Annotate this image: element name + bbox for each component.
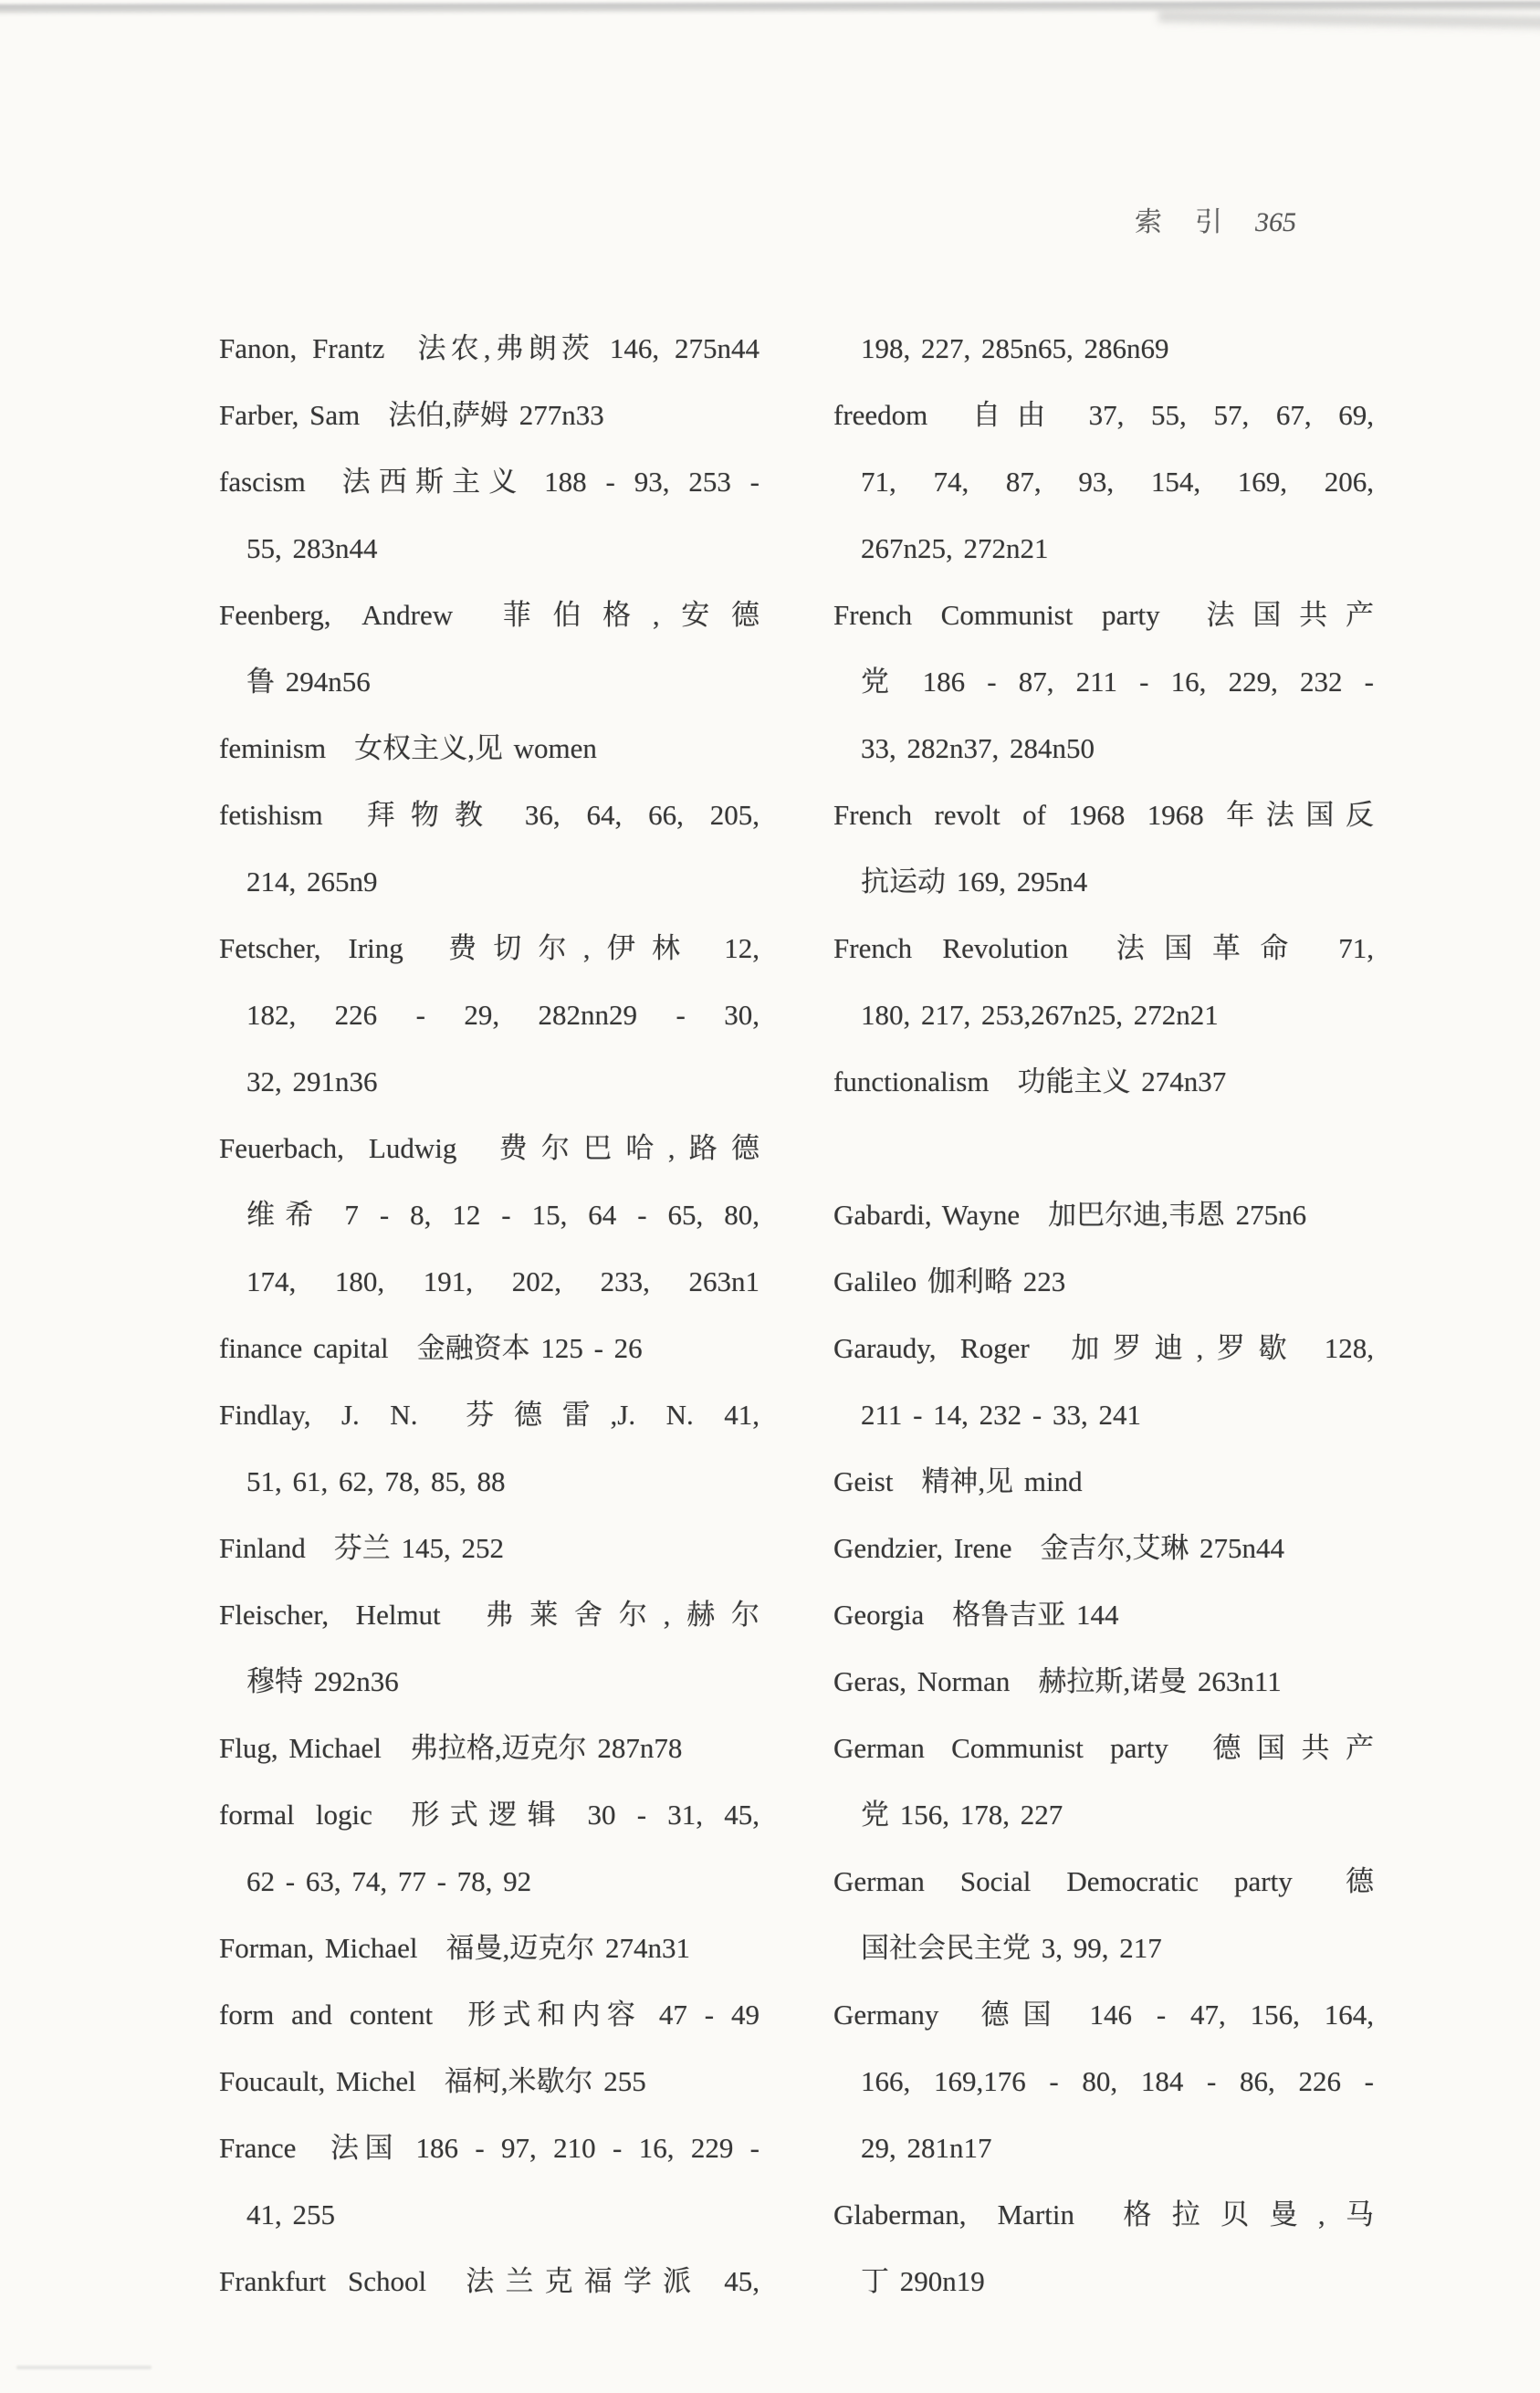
index-line: Glaberman, Martin 格拉贝曼,马 [833, 2199, 1374, 2230]
index-line: 211 - 14, 232 - 33, 241 [861, 1399, 1141, 1431]
index-line: Findlay, J. N. 芬德雷,J. N. 41, [219, 1399, 760, 1431]
index-line: 182, 226 - 29, 282nn29 - 30, [246, 999, 760, 1031]
index-line: 29, 281n17 [861, 2132, 992, 2164]
scan-edge-top [0, 1, 1540, 16]
index-line: fetishism 拜物教 36, 64, 66, 205, [219, 799, 760, 831]
index-line: 51, 61, 62, 78, 85, 88 [246, 1465, 506, 1497]
index-line: German Communist party 德国共产 [833, 1732, 1374, 1764]
index-line: 党 156, 178, 227 [861, 1799, 1063, 1831]
index-line: Feenberg, Andrew 菲伯格,安德 [219, 599, 760, 631]
index-line: Frankfurt School 法兰克福学派 45, [219, 2265, 760, 2297]
index-line: 55, 283n44 [246, 532, 378, 564]
index-line: France 法国 186 - 97, 210 - 16, 229 - [219, 2132, 760, 2164]
index-line: German Social Democratic party 德 [833, 1865, 1374, 1897]
index-line: 抗运动 169, 295n4 [861, 866, 1088, 897]
index-line: form and content 形式和内容 47 - 49 [219, 1999, 760, 2031]
index-line: Garaudy, Roger 加罗迪,罗歇 128, [833, 1332, 1374, 1364]
index-line: 穆特 292n36 [246, 1665, 399, 1697]
index-column-left [219, 315, 760, 2314]
scan-mark-bottom-left [16, 2366, 152, 2369]
index-line: French Communist party 法国共产 [833, 599, 1374, 631]
page-header [1135, 199, 1296, 239]
index-line: Fetscher, Iring 费切尔,伊林 12, [219, 932, 760, 964]
index-line: 180, 217, 253,267n25, 272n21 [861, 999, 1219, 1031]
index-line: Forman, Michael 福曼,迈克尔 274n31 [219, 1932, 691, 1964]
index-line: Feuerbach, Ludwig 费尔巴哈,路德 [219, 1132, 760, 1164]
index-line: 166, 169,176 - 80, 184 - 86, 226 - [861, 2065, 1374, 2097]
index-line: 267n25, 272n21 [861, 532, 1049, 564]
index-line: French revolt of 1968 1968 年法国反 [833, 799, 1374, 831]
index-line: 鲁 294n56 [246, 666, 371, 698]
index-line: Farber, Sam 法伯,萨姆 277n33 [219, 399, 604, 431]
index-line: freedom 自由 37, 55, 57, 67, 69, [833, 399, 1374, 431]
index-line: French Revolution 法国革命 71, [833, 932, 1374, 964]
index-line: 198, 227, 285n65, 286n69 [861, 332, 1169, 364]
index-line: 41, 255 [246, 2199, 335, 2230]
index-line: 62 - 63, 74, 77 - 78, 92 [246, 1865, 532, 1897]
section-gap [833, 1115, 1374, 1181]
index-line: Georgia 格鲁吉亚 144 [833, 1599, 1119, 1631]
index-line: 174, 180, 191, 202, 233, 263n1 [246, 1265, 760, 1297]
index-line: 32, 291n36 [246, 1065, 378, 1097]
index-line: Fanon, Frantz 法农,弗朗茨 146, 275n44 [219, 332, 760, 364]
index-line: 维希 7 - 8, 12 - 15, 64 - 65, 80, [246, 1199, 760, 1231]
index-line: 33, 282n37, 284n50 [861, 732, 1095, 764]
index-line: Flug, Michael 弗拉格,迈克尔 287n78 [219, 1732, 683, 1764]
index-line: Fleischer, Helmut 弗莱舍尔,赫尔 [219, 1599, 760, 1631]
index-line: Gabardi, Wayne 加巴尔迪,韦恩 275n6 [833, 1199, 1307, 1231]
index-line: Galileo 伽利略 223 [833, 1265, 1066, 1297]
index-line: functionalism 功能主义 274n37 [833, 1065, 1227, 1097]
index-line: Geist 精神,见 mind [833, 1465, 1083, 1497]
index-line: 国社会民主党 3, 99, 217 [861, 1932, 1162, 1964]
index-line: 214, 265n9 [246, 866, 378, 897]
index-column-right [833, 315, 1374, 2314]
index-line: Germany 德国 146 - 47, 156, 164, [833, 1999, 1374, 2031]
index-line: Finland 芬兰 145, 252 [219, 1532, 504, 1564]
index-line: 71, 74, 87, 93, 154, 169, 206, [861, 466, 1374, 498]
index-line: 丁 290n19 [861, 2265, 985, 2297]
index-line: feminism 女权主义,见 women [219, 732, 597, 764]
page-number: 365 [1255, 207, 1296, 237]
index-title: 索引 [1135, 207, 1255, 237]
index-line: 党 186 - 87, 211 - 16, 229, 232 - [861, 666, 1374, 698]
index-line: Gendzier, Irene 金吉尔,艾琳 275n44 [833, 1532, 1285, 1564]
index-line: fascism 法西斯主义 188 - 93, 253 - [219, 466, 760, 498]
index-line: Foucault, Michel 福柯,米歇尔 255 [219, 2065, 646, 2097]
index-line: formal logic 形式逻辑 30 - 31, 45, [219, 1799, 760, 1831]
index-line: finance capital 金融资本 125 - 26 [219, 1332, 643, 1364]
index-line: Geras, Norman 赫拉斯,诺曼 263n11 [833, 1665, 1282, 1697]
